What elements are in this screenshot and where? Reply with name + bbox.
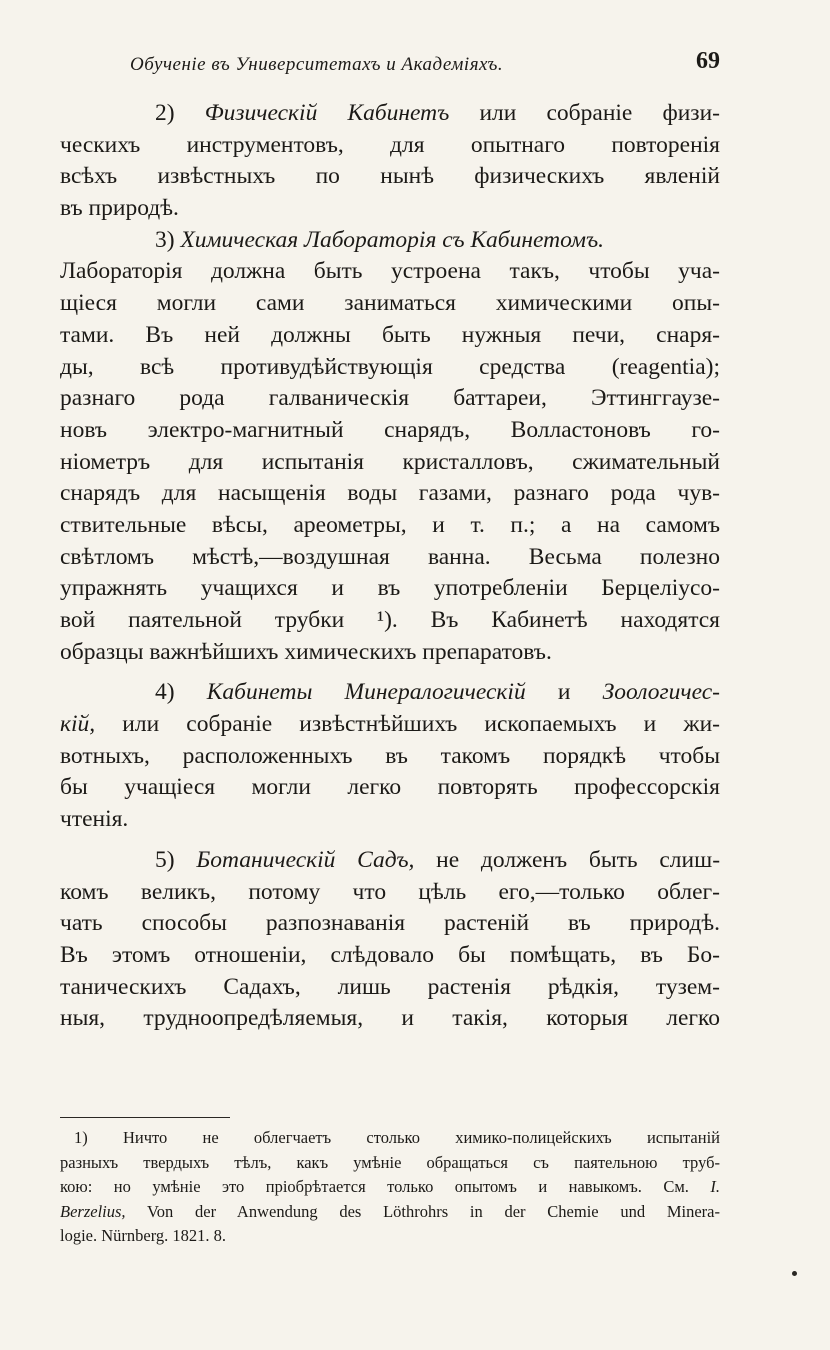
text-run: разныхъ твердыхъ тѣлъ, какъ умѣніе обращаться съ паятельною труб- <box>60 1152 720 1172</box>
italic-text: I. <box>710 1177 720 1197</box>
text-line <box>60 637 720 669</box>
text-run: новъ электро-магнитный снарядъ, Волластоновъ го- <box>60 416 720 443</box>
text-line <box>60 320 720 352</box>
text-run: или собраніе физи- <box>449 100 720 126</box>
text-run: тами. Въ ней должны быть нужныя печи, снаря- <box>60 321 720 348</box>
text-line <box>60 972 720 1004</box>
text-run: Von der Anwendung des Löthrohrs in der Chemie und Minera- <box>125 1201 720 1221</box>
text-line <box>60 415 720 447</box>
italic-text: Химическая Лабораторія съ Кабинетомъ. <box>180 226 605 253</box>
text-line <box>60 908 720 940</box>
text-run: 3) <box>155 226 181 253</box>
footnote-line <box>60 1151 720 1176</box>
text-line <box>60 288 720 320</box>
text-run: 5) <box>155 846 197 873</box>
text-line <box>60 877 720 909</box>
text-run: ствительные вѣсы, ареометры, и т. п.; а на самомъ <box>60 511 720 538</box>
italic-text: Зоологичес- <box>602 679 720 706</box>
text-run: Лабораторія должна быть устроена такъ, чтобы уча- <box>60 258 720 285</box>
footnote-line <box>60 1200 720 1225</box>
text-line <box>60 542 720 574</box>
footnote-divider <box>60 1117 230 1118</box>
text-line <box>60 510 720 542</box>
text-run: щіеся могли сами заниматься химическими опы- <box>60 290 720 317</box>
text-line <box>60 1003 720 1035</box>
ink-speck <box>792 1271 797 1276</box>
footnote-line <box>60 1126 720 1151</box>
text-run: или собраніе извѣстнѣйшихъ ископаемыхъ и жи- <box>95 711 720 738</box>
text-run: и <box>525 679 603 706</box>
footnotes <box>60 1126 720 1249</box>
text-run: въ природѣ. <box>60 195 179 222</box>
italic-text: Berzelius, <box>60 1201 126 1221</box>
text-line <box>60 478 720 510</box>
text-run: таническихъ Садахъ, лишь растенія рѣдкія, тузем- <box>60 973 720 1000</box>
text-line <box>60 130 720 162</box>
italic-text: Кабинеты Минералогическій <box>206 679 526 706</box>
text-run: не долженъ быть слиш- <box>414 846 721 873</box>
italic-text: Ботаническій Садъ, <box>196 846 415 873</box>
text-line <box>60 573 720 605</box>
footnote-line <box>60 1175 720 1200</box>
text-run: снарядъ для насыщенія воды газами, разнаго рода чув- <box>60 480 720 507</box>
text-line <box>60 225 720 257</box>
text-line <box>60 256 720 288</box>
text-run: 2) <box>155 100 205 126</box>
text-run: Въ этомъ отношеніи, слѣдовало бы помѣщать, въ Бо- <box>60 941 720 968</box>
body-text <box>60 98 720 1035</box>
text-run: упражнять учащихся и въ употребленіи Берцеліусо- <box>60 575 720 602</box>
text-run: кою: но умѣніе это пріобрѣтается только опытомъ и навыкомъ. См. <box>60 1177 711 1197</box>
text-line <box>60 940 720 972</box>
text-run: чать способы разпознаванія растеній въ природѣ. <box>60 910 720 937</box>
text-line <box>60 605 720 637</box>
text-run: всѣхъ извѣстныхъ по нынѣ физическихъ явленій <box>60 163 720 190</box>
text-line <box>60 845 720 877</box>
footnote-line <box>60 1224 720 1249</box>
text-line <box>60 447 720 479</box>
text-run: разнаго рода галваническія баттареи, Эттинггаузе- <box>60 385 720 412</box>
text-run: комъ великъ, потому что цѣль его,—только облег- <box>60 878 720 905</box>
text-run: 1) Ничто не облегчаетъ столько химико-полицейскихъ испытаній <box>74 1128 720 1147</box>
text-run: ды, всѣ противудѣйствующія средства (reagentia); <box>60 353 720 380</box>
text-line <box>60 193 720 225</box>
text-line <box>60 677 720 709</box>
text-line <box>60 352 720 384</box>
text-run: чтенія. <box>60 806 129 833</box>
page-header <box>60 48 720 84</box>
text-line <box>60 709 720 741</box>
text-run: вой паятельной трубки ¹). Въ Кабинетѣ находятся <box>60 607 720 633</box>
text-run: свѣтломъ мѣстѣ,—воздушная ванна. Весьма полезно <box>60 543 720 570</box>
text-run: вотныхъ, расположенныхъ въ такомъ порядкѣ чтобы <box>60 742 720 769</box>
text-line <box>60 98 720 130</box>
text-line <box>60 383 720 415</box>
italic-text: кій, <box>60 711 96 738</box>
text-run: ческихъ инструментовъ, для опытнаго повторенія <box>60 131 720 158</box>
text-line <box>60 772 720 804</box>
text-run: ныя, трудноопредѣляемыя, и такія, которыя легко <box>60 1005 720 1032</box>
text-line <box>60 161 720 193</box>
text-run: бы учащіеся могли легко повторять профессорскія <box>60 774 720 801</box>
page-number: 69 <box>696 48 720 74</box>
text-run: 4) <box>155 679 207 706</box>
text-run: logie. Nürnberg. 1821. 8. <box>60 1226 227 1246</box>
text-run: образцы важнѣйшихъ химическихъ препаратовъ. <box>60 638 552 665</box>
italic-text: Физическій Кабинетъ <box>204 100 450 126</box>
running-head: Обученіе въ Университетахъ и Академіяхъ. <box>130 54 504 75</box>
text-line <box>60 741 720 773</box>
text-run: ніометръ для испытанія кристалловъ, сжимательный <box>60 448 720 475</box>
text-line <box>60 804 720 836</box>
